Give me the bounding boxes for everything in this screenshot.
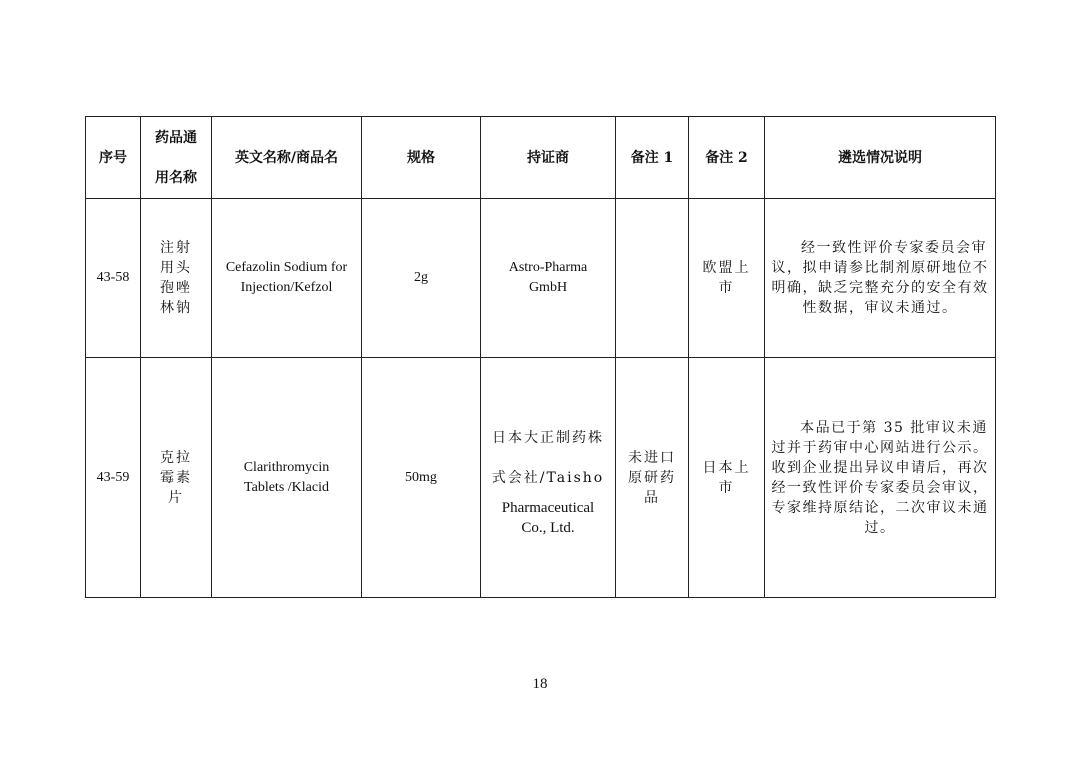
table-row <box>86 199 996 358</box>
row-remark1 <box>616 199 689 358</box>
row-english-name: Cefazolin Sodium for Injection/Kefzol <box>212 199 362 358</box>
header-holder: 持证商 <box>481 117 616 199</box>
header-generic-name: 药品通用名称 <box>141 117 212 199</box>
holder-cjk: 日本大正制药株式会社/Taisho <box>491 429 605 486</box>
row-seq: 43-59 <box>86 358 141 598</box>
table-header-row <box>86 117 996 199</box>
drug-review-table <box>85 116 996 598</box>
row-selection-note <box>765 358 996 598</box>
row-seq: 43-58 <box>86 199 141 358</box>
row-english-name: Clarithromycin Tablets /Klacid <box>212 358 362 598</box>
row-selection-note <box>765 199 996 358</box>
selection-note-text: 本品已于第 35 批审议未通过并于药审中心网站进行公示。收到企业提出异议申请后，再次经一致性评价专家委员会审议，专家维持原结论，二次审议未通过。 <box>771 419 989 536</box>
header-remark2: 备注 2 <box>689 117 765 199</box>
row-remark2: 日本上市 <box>689 358 765 598</box>
row-holder <box>481 358 616 598</box>
row-generic-name: 注射用头孢唑林钠 <box>141 199 212 358</box>
page-number: 18 <box>532 676 548 692</box>
row-spec: 2g <box>362 199 481 358</box>
header-seq: 序号 <box>86 117 141 199</box>
header-english-name: 英文名称/商品名 <box>212 117 362 199</box>
holder-latin: Astro-Pharma GmbH <box>508 260 588 295</box>
selection-note-text: 经一致性评价专家委员会审议，拟申请参比制剂原研地位不明确，缺乏完整充分的安全有效性数据，审议未通过。 <box>771 240 989 316</box>
header-spec: 规格 <box>362 117 481 199</box>
row-generic-name: 克拉霉素片 <box>141 358 212 598</box>
row-remark2: 欧盟上市 <box>689 199 765 358</box>
row-remark1: 未进口原研药品 <box>616 358 689 598</box>
header-remark1: 备注 1 <box>616 117 689 199</box>
row-holder <box>481 199 616 358</box>
holder-latin: Pharmaceutical Co., Ltd. <box>501 499 595 536</box>
row-spec: 50mg <box>362 358 481 598</box>
header-selection-note: 遴选情况说明 <box>765 117 996 199</box>
table-row <box>86 358 996 598</box>
